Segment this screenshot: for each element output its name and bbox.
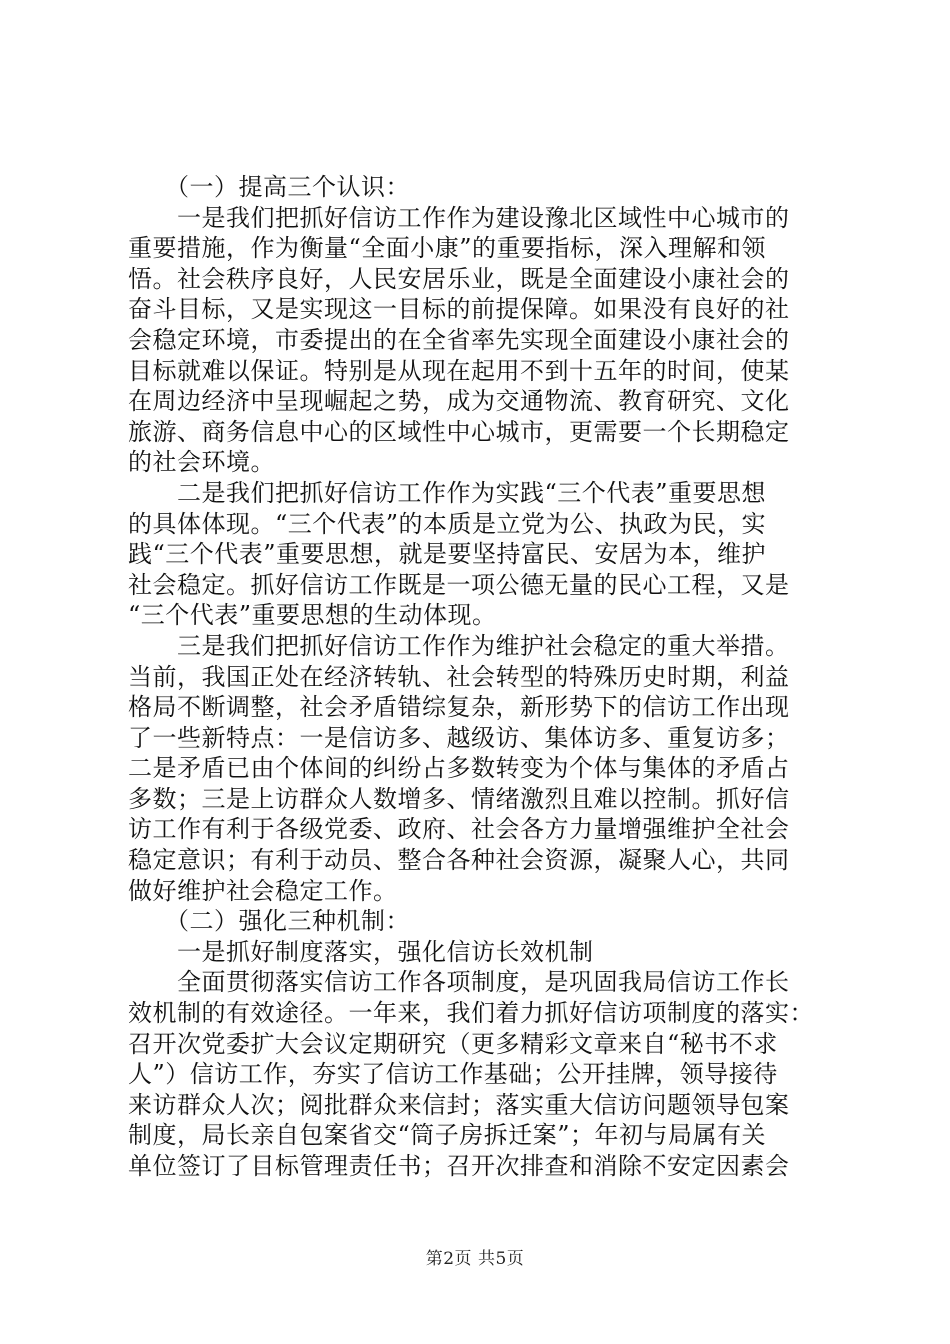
text-line: 奋斗目标，又是实现这一目标的前提保障。如果没有良好的社 [128, 295, 790, 324]
text-line: “三个代表”重要思想的生动体现。 [128, 601, 497, 630]
text-line: 践“三个代表”重要思想，就是要坚持富民、安居为本，维护 [128, 540, 767, 569]
text-line: 来访群众人次；阅批群众来信封；落实重大信访问题领导包案 [128, 1090, 790, 1119]
page-footer [0, 1244, 950, 1269]
text-line: 做好维护社会稳定工作。 [128, 876, 398, 905]
text-line: 目标就难以保证。特别是从现在起用不到十五年的时间，使某 [128, 356, 790, 385]
text-line: 的社会环境。 [128, 448, 275, 477]
page-number-label: 第2页 共5页 [425, 1249, 525, 1269]
text-line: 二是我们把抓好信访工作作为实践“三个代表”重要思想 [128, 478, 767, 507]
text-line: 单位签订了目标管理责任书；召开次排查和消除不安定因素会 [128, 1152, 790, 1180]
document-body [128, 172, 832, 1182]
text-line: 悟。社会秩序良好，人民安居乐业，既是全面建设小康社会的 [128, 264, 790, 293]
text-line: （二）强化三种机制： [128, 907, 410, 936]
text-line: 当前，我国正处在经济转轨、社会转型的特殊历史时期，利益 [128, 662, 790, 691]
text-line: 社会稳定。抓好信访工作既是一项公德无量的民心工程，又是 [128, 570, 790, 599]
text-line: 在周边经济中呈现崛起之势，成为交通物流、教育研究、文化 [128, 387, 790, 416]
text-line: 旅游、商务信息中心的区域性中心城市，更需要一个长期稳定 [128, 417, 790, 446]
text-line: 人”）信访工作，夯实了信访工作基础；公开挂牌，领导接待 [128, 1060, 778, 1089]
text-line: 访工作有利于各级党委、政府、社会各方力量增强维护全社会 [128, 815, 790, 844]
text-line: 全面贯彻落实信访工作各项制度，是巩固我局信访工作长 [128, 968, 790, 997]
text-line: 稳定意识；有利于动员、整合各种社会资源，凝聚人心，共同 [128, 846, 790, 875]
text-line: 三是我们把抓好信访工作作为维护社会稳定的重大举措。 [128, 631, 790, 660]
text-line: 了一些新特点：一是信访多、越级访、集体访多、重复访多； [128, 723, 790, 752]
text-line: 格局不断调整，社会矛盾错综复杂，新形势下的信访工作出现 [128, 693, 790, 722]
text-line: 的具体体现。“三个代表”的本质是立党为公、执政为民，实 [128, 509, 767, 538]
text-line: （一）提高三个认识： [128, 173, 410, 201]
text-line: 一是我们把抓好信访工作作为建设豫北区域性中心城市的 [128, 203, 790, 232]
text-line: 制度，局长亲自包案省交“筒子房拆迁案”；年初与局属有关 [128, 1121, 767, 1150]
text-line: 二是矛盾已由个体间的纠纷占多数转变为个体与集体的矛盾占 [128, 754, 790, 783]
text-line: 召开次党委扩大会议定期研究（更多精彩文章来自“秘书不求 [128, 1029, 778, 1058]
text-line: 多数；三是上访群众人数增多、情绪激烈且难以控制。抓好信 [128, 784, 790, 813]
text-line: 会稳定环境，市委提出的在全省率先实现全面建设小康社会的 [128, 325, 790, 354]
text-line: 一是抓好制度落实，强化信访长效机制 [128, 937, 594, 966]
text-line: 重要措施，作为衡量“全面小康”的重要指标，深入理解和领 [128, 234, 767, 263]
text-line: 效机制的有效途径。一年来，我们着力抓好信访项制度的落实： [128, 999, 814, 1028]
